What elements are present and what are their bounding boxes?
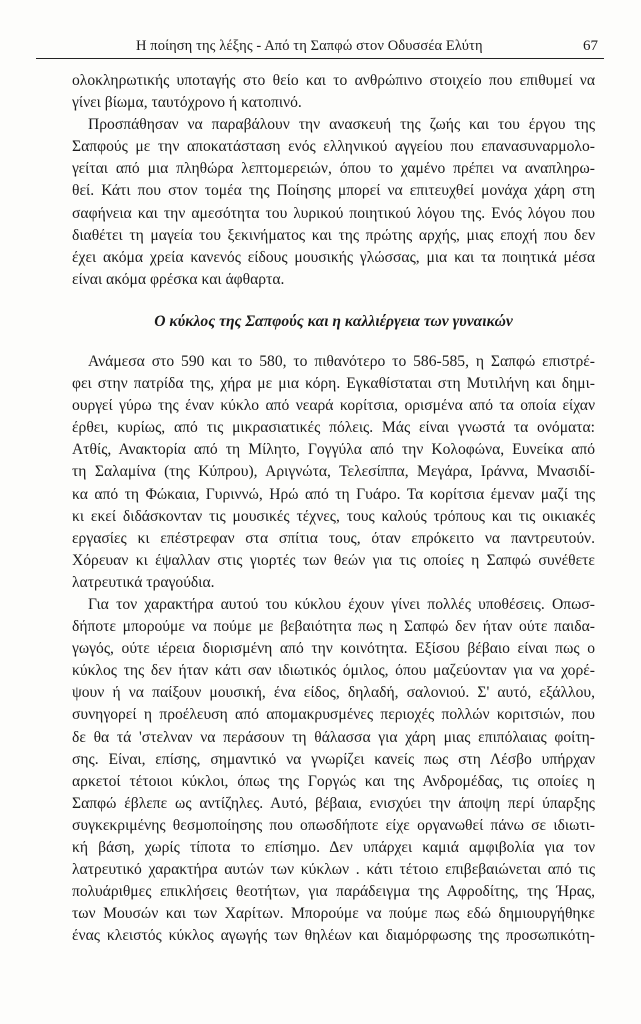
- text-line: ένας κλειστός κύκλος αγωγής των θηλέων και διαμόρφωσης της προσωπικότη-: [72, 927, 595, 945]
- text-line: των Μουσών και των Χαρίτων. Μπορούμε να πούμε πως εδώ δημιουργήθηκε: [72, 905, 595, 923]
- text-line: Χόρευαν κι έψαλλαν στις γιορτές των θεών για τις οποίες η Σαπφώ συνέθετε: [72, 551, 595, 569]
- text-line: αρκετοί τέτοιοι κύκλοι, όπως της Γοργώς και της Ανδρομέδας, τις οποίες η: [72, 772, 595, 790]
- text-line: πολυάριθμες επικλήσεις θεοτήτων, για παράδειγμα της Αφροδίτης, της Ήρας,: [72, 883, 595, 901]
- paragraph: [72, 70, 595, 114]
- text-line: γείται από μια πληθώρα λεπτομερειών, όπου το χαμένο πρέπει να αναπληρω-: [72, 160, 595, 178]
- text-line: γωγός, ούτε ιέρεια διορισμένη από την κοινότητα. Εξίσου βέβαιο είναι πως ο: [72, 640, 595, 658]
- section-heading: Ο κύκλος της Σαπφούς και η καλλιέργεια των γυναικών: [154, 312, 513, 330]
- text-line: έρθει, κυρίως, από τις μικρασιατικές πόλεις. Μάς είναι γνωστά τα ονόματα:: [72, 419, 595, 437]
- text-line: δε θα τά 'στελναν να περάσουν τη θάλασσα για χάρη μιας επιπόλαιας φοίτη-: [72, 728, 595, 746]
- text-line: Σαπφούς με την αποκατάσταση ενός ελληνικού αγγείου που επανασυναρμολο-: [72, 138, 595, 156]
- text-line: κύκλος της δεν ήταν κάτι σαν ιδιωτικός όμιλος, όπου μαζεύονταν για να χορέ-: [72, 662, 595, 680]
- text-line: τη Σαλαμίνα (της Κύπρου), Αριγνώτα, Τελεσίππα, Μεγάρα, Ιράννα, Μνασιδί-: [72, 463, 595, 481]
- text-line: κή βάση, χωρίς τίποτα το επίσημο. Δεν υπάρχει καμιά αμφιβολία για τον: [72, 839, 595, 856]
- text-line: ολοκληρωτικής υποταγής στο θείο και το ανθρώπινο στοιχείο που επιθυμεί να: [72, 72, 595, 89]
- text-line: σαφήνεια και την αμεσότητα του λυρικού ποιητικού λόγου της. Ενός λόγου που: [72, 204, 595, 222]
- text-line: Σαπφώ έβλεπε ως αντίζηλες. Αυτό, βέβαια, ενισχύει την άποψη περί ύπαρξης: [72, 794, 595, 812]
- text-line: διαθέτει τη μαγεία του ξεκινήματος και της πρώτης αρχής, μιας εποχή που δεν: [72, 226, 595, 244]
- text-line: φει στην πατρίδα της, χήρα με μια κόρη. Εγκαθίσταται στη Μυτιλήνη και δημι-: [72, 375, 595, 393]
- text-line: Ατθίς, Ανακτορία από τη Μίλητο, Γογγύλα από την Κολοφώνα, Ευνείκα από: [72, 441, 595, 459]
- paragraph: [72, 594, 595, 948]
- page-number: 67: [583, 38, 598, 54]
- text-line: έχει ακόμα χρεία κανενός είδους μουσικής γλώσσας, μια και τα ποιητικά μέσα: [72, 248, 595, 266]
- text-line: συγκεκριμένης θεσμοποίησης που οπωσδήποτε είχε οργανωθεί πάνω σε ιδιωτι-: [72, 816, 595, 834]
- text-line: ψουν ή να παίξουν μουσική, ένα είδος, δηλαδή, σαλονιού. Σ' αυτό, εξάλλου,: [72, 684, 595, 702]
- text-line: είναι ακόμα φρέσκα και άφθαρτα.: [72, 270, 285, 288]
- paragraph: [72, 114, 595, 291]
- text-line: λατρευτικά τραγούδια.: [72, 573, 215, 591]
- paragraph: [72, 351, 595, 594]
- text-line: λατρευτικό χαρακτήρα αυτών των κύκλων . κάτι τέτοιο επιβεβαιώνεται από τις: [72, 861, 595, 879]
- text-line: σης. Είναι, επίσης, σημαντικό να γνωρίζει κανείς πως στη Λέσβο υπήρχαν: [72, 750, 595, 768]
- text-line: εργασίες κι επέστρεφαν στα σπίτια τους, όταν επρόκειτο να παντρευτούν.: [72, 529, 595, 547]
- page-body: [72, 70, 595, 947]
- text-line: κι εκεί διδάσκονταν τις μουσικές τέχνες, τους καλούς τρόπους και τις οικιακές: [72, 507, 595, 525]
- running-header: [36, 36, 604, 59]
- text-line: θεί. Κάτι που στον τομέα της Ποίησης μπορεί να επιτευχθεί μονάχα χάρη στη: [72, 182, 595, 200]
- text-line: δήποτε μπορούμε να πούμε με βεβαιότητα πως η Σαπφώ δεν ήταν ούτε παιδα-: [72, 618, 595, 636]
- text-line: γίνει βίωμα, ταυτόχρονο ή κατοπινό.: [72, 94, 302, 112]
- text-line: ουργεί γύρω της έναν κύκλο από νεαρά κορίτσια, ορισμένα από τα οποία είχαν: [72, 397, 595, 415]
- running-header-title: Η ποίηση της λέξης - Από τη Σαπφώ στον Οδυσσέα Ελύτη: [136, 38, 483, 54]
- text-line: συνηγορεί η προέλευση από απομακρυσμένες περιοχές πολλών κοριτσιών, που: [72, 706, 595, 724]
- text-line: Για τον χαρακτήρα αυτού του κύκλου έχουν γίνει πολλές υποθέσεις. Οπωσ-: [88, 595, 595, 613]
- text-line: Προσπάθησαν να παραβάλουν την ανασκευή της ζωής και του έργου της: [88, 116, 595, 134]
- text-line: κα από τη Φώκαια, Γυριννώ, Ηρώ από τη Γυάρο. Τα κορίτσια έμεναν μαζί της: [72, 485, 595, 503]
- text-line: Ανάμεσα στο 590 και το 580, το πιθανότερο το 586-585, η Σαπφώ επιστρέ-: [88, 352, 595, 370]
